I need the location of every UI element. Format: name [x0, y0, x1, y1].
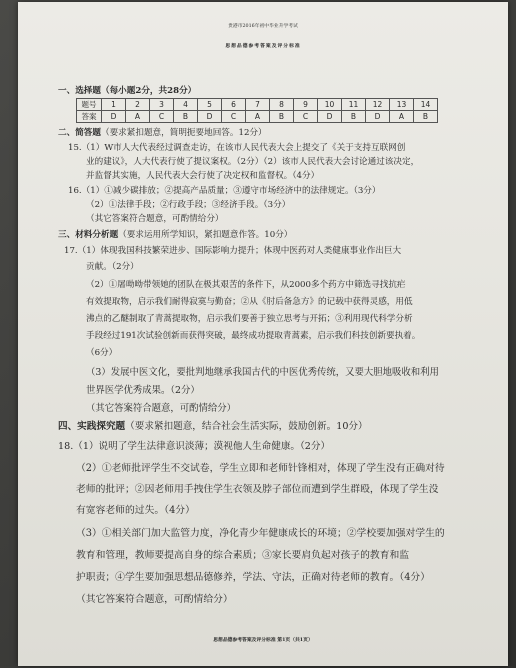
answer-line: 16.（1）①减少碳排放；②提高产品质量；③遵守市场经济中的法律规定。（3分） [68, 186, 381, 196]
answer-line: （3）①相关部门加大监管力度，净化青少年健康成长的环境；②学校要加强对学生的 [76, 528, 445, 539]
answer-line: 贡献。（2分） [86, 262, 139, 272]
answer-cell: C [294, 111, 318, 123]
answer-table [76, 98, 438, 123]
answer-cell: A [126, 111, 150, 123]
section2-title: 二、简答题 [58, 128, 101, 138]
answer-sheet-page [18, 2, 508, 666]
answer-cell: B [414, 111, 438, 123]
answer-line: 手段经过191次试验创新而获得突破，最终成功提取青蒿素，启示我们科技创新要执着。 [86, 331, 421, 341]
answer-line: 17.（1）体现我国科技繁荣进步、国际影响力提升；体现中医药对人类健康事业作出巨大 [64, 246, 402, 256]
question-number: 12 [366, 99, 390, 111]
answer-line: （其它答案符合题意，可酌情给分） [86, 214, 224, 224]
answer-line: （6分） [86, 348, 118, 358]
row-label-number: 题号 [77, 99, 102, 111]
answer-cell: B [342, 111, 366, 123]
answer-cell: C [150, 111, 174, 123]
page-title: 思想品德参考答案及评分标准 [225, 43, 301, 49]
question-number: 3 [150, 99, 174, 111]
question-number: 11 [342, 99, 366, 111]
answer-line: 沸点的乙醚制取了青蒿提取物，启示我们要善于独立思考与开拓；③利用现代科学分析 [86, 314, 413, 324]
question-number: 8 [270, 99, 294, 111]
question-number: 13 [390, 99, 414, 111]
answer-line: 有效提取物，启示我们耐得寂寞与勤奋；②从《肘后备急方》的记载中获得灵感，用低 [86, 297, 413, 307]
answer-cell: B [270, 111, 294, 123]
answer-line: 业的建议》，人大代表行使了提议案权。（2分）（2）该市人民代表大会讨论通过该决定， [86, 157, 420, 167]
section4-title: 四、实践探究题 [58, 421, 126, 432]
answer-line: 15.（1）W市人大代表经过调查走访，在该市人民代表大会上提交了《关于支持互联网创 [68, 143, 406, 153]
answer-line: 并监督其实施，人民代表大会行使了决定权和监督权。（4分） [86, 171, 320, 181]
question-number: 2 [126, 99, 150, 111]
answer-line: 有宽容老师的过失。（4分） [76, 505, 195, 516]
answer-line: 18.（1）说明了学生法律意识淡薄；漠视他人生命健康。（2分） [58, 441, 331, 452]
answer-line: （2）①老师批评学生不交试卷，学生立即和老师针锋相对，体现了学生没有正确对待 [76, 463, 445, 474]
section2-heading [58, 126, 267, 138]
section4-note: （要求紧扣题意，结合社会生活实际，鼓励创新。10分） [125, 421, 368, 432]
answer-line: （其它答案符合题意，可酌情给分） [86, 403, 237, 414]
exam-header: 贵港市2016年初中毕业升学考试 [228, 24, 298, 29]
section4-heading [58, 418, 368, 432]
answer-cell: B [174, 111, 198, 123]
answer-cell: A [246, 111, 270, 123]
question-number: 6 [222, 99, 246, 111]
answer-line: 老师的批评；②因老师用手拽住学生衣领及脖子部位而遭到学生群殴，体现了学生没 [76, 484, 439, 495]
answer-cell: A [390, 111, 414, 123]
answer-cell: D [318, 111, 342, 123]
answer-line: （2）①屠呦呦带领她的团队在极其艰苦的条件下，从2000多个药方中筛选寻找抗疟 [86, 280, 406, 290]
question-number: 14 [414, 99, 438, 111]
answer-cell: D [102, 111, 126, 123]
answer-table-answer-row [77, 111, 438, 123]
answer-line: （3）发展中医文化，要批判地继承我国古代的中医优秀传统，又要大胆地吸收和利用 [86, 367, 439, 378]
section2-note: （要求紧扣题意，简明扼要地回答。12分） [100, 128, 267, 138]
section3-note: （要求运用所学知识，紧扣题意作答。10分） [118, 230, 293, 240]
question-number: 4 [174, 99, 198, 111]
answer-cell: C [222, 111, 246, 123]
page-footer: 思想品德参考答案及评分标准 第1页（共1页） [213, 637, 313, 643]
question-number: 9 [294, 99, 318, 111]
question-number: 7 [246, 99, 270, 111]
section3-title: 三、材料分析题 [58, 230, 119, 240]
answer-table-number-row [77, 99, 438, 111]
section1-title: 一、选择题（每小题2分，共28分） [58, 86, 197, 96]
question-number: 10 [318, 99, 342, 111]
row-label-answer: 答案 [77, 111, 102, 123]
answer-line: 世界医学优秀成果。（2分） [86, 385, 200, 396]
answer-line: 护职责；④学生要加强思想品德修养，学法、守法，正确对待老师的教育。（4分） [76, 572, 431, 583]
answer-cell: D [366, 111, 390, 123]
question-number: 5 [198, 99, 222, 111]
section3-heading [58, 228, 292, 240]
answer-line: 教育和管理，教师要提高自身的综合素质；③家长要肩负起对孩子的教育和监 [76, 550, 410, 561]
answer-line: （其它答案符合题意，可酌情给分） [76, 594, 233, 605]
answer-line: （2）①法律手段；②行政手段；③经济手段。（3分） [86, 200, 291, 210]
question-number: 1 [102, 99, 126, 111]
answer-cell: D [198, 111, 222, 123]
